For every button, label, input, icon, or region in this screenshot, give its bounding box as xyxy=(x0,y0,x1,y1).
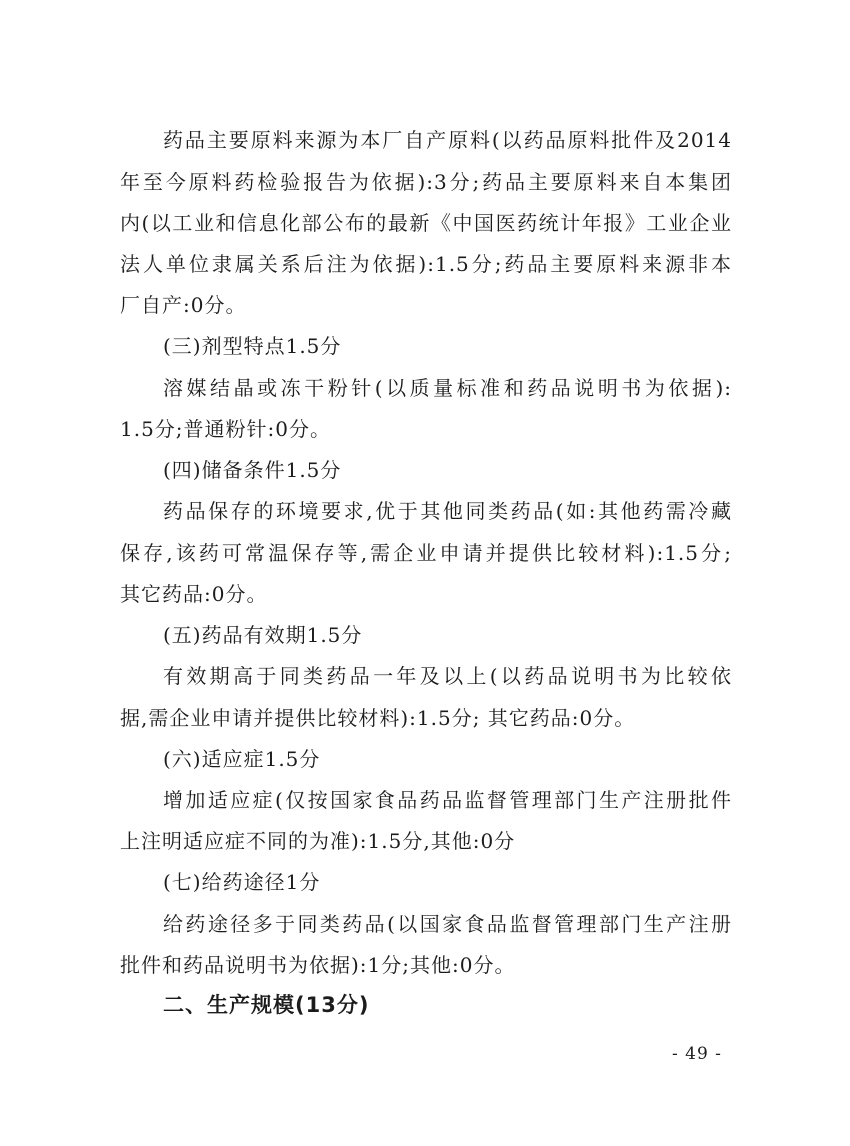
paragraph-line: 内(以工业和信息化部公布的最新《中国医药统计年报》工业企业 xyxy=(120,211,732,235)
paragraph-line: 保存,该药可常温保存等,需企业申请并提供比较材料):1.5分; xyxy=(120,541,732,565)
paragraph-line: 药品主要原料来源为本厂自产原料(以药品原料批件及2014 xyxy=(163,128,732,152)
paragraph-line: 溶媒结晶或冻干粉针(以质量标准和药品说明书为依据): xyxy=(163,376,732,400)
subsection-heading-indications: (六)适应症1.5分 xyxy=(163,747,321,771)
subsection-heading-storage: (四)储备条件1.5分 xyxy=(163,458,342,482)
paragraph-line: 1.5分;普通粉针:0分。 xyxy=(120,417,332,441)
paragraph-line: 有效期高于同类药品一年及以上(以药品说明书为比较依 xyxy=(163,664,732,688)
subsection-heading-dosage-form: (三)剂型特点1.5分 xyxy=(163,334,342,358)
paragraph-line: 厂自产:0分。 xyxy=(120,293,247,317)
paragraph-line: 药品保存的环境要求,优于其他同类药品(如:其他药需冷藏 xyxy=(163,499,732,523)
paragraph-line: 法人单位隶属关系后注为依据):1.5分;药品主要原料来源非本 xyxy=(120,252,732,276)
subsection-heading-shelf-life: (五)药品有效期1.5分 xyxy=(163,623,363,647)
section-heading-production-scale: 二、生产规模(13分) xyxy=(163,993,370,1017)
paragraph-line: 给药途径多于同类药品(以国家食品监督管理部门生产注册 xyxy=(163,912,732,936)
paragraph-line: 其它药品:0分。 xyxy=(120,582,268,606)
paragraph-line: 年至今原料药检验报告为依据):3分;药品主要原料来自本集团 xyxy=(120,170,732,194)
paragraph-line: 上注明适应症不同的为准):1.5分,其他:0分 xyxy=(120,829,516,853)
subsection-heading-administration-route: (七)给药途径1分 xyxy=(163,870,321,894)
page-number: - 49 - xyxy=(672,1044,722,1064)
paragraph-line: 据,需企业申请并提供比较材料):1.5分; 其它药品:0分。 xyxy=(120,706,636,730)
paragraph-line: 增加适应症(仅按国家食品药品监督管理部门生产注册批件 xyxy=(163,788,732,812)
paragraph-line: 批件和药品说明书为依据):1分;其他:0分。 xyxy=(120,953,516,977)
